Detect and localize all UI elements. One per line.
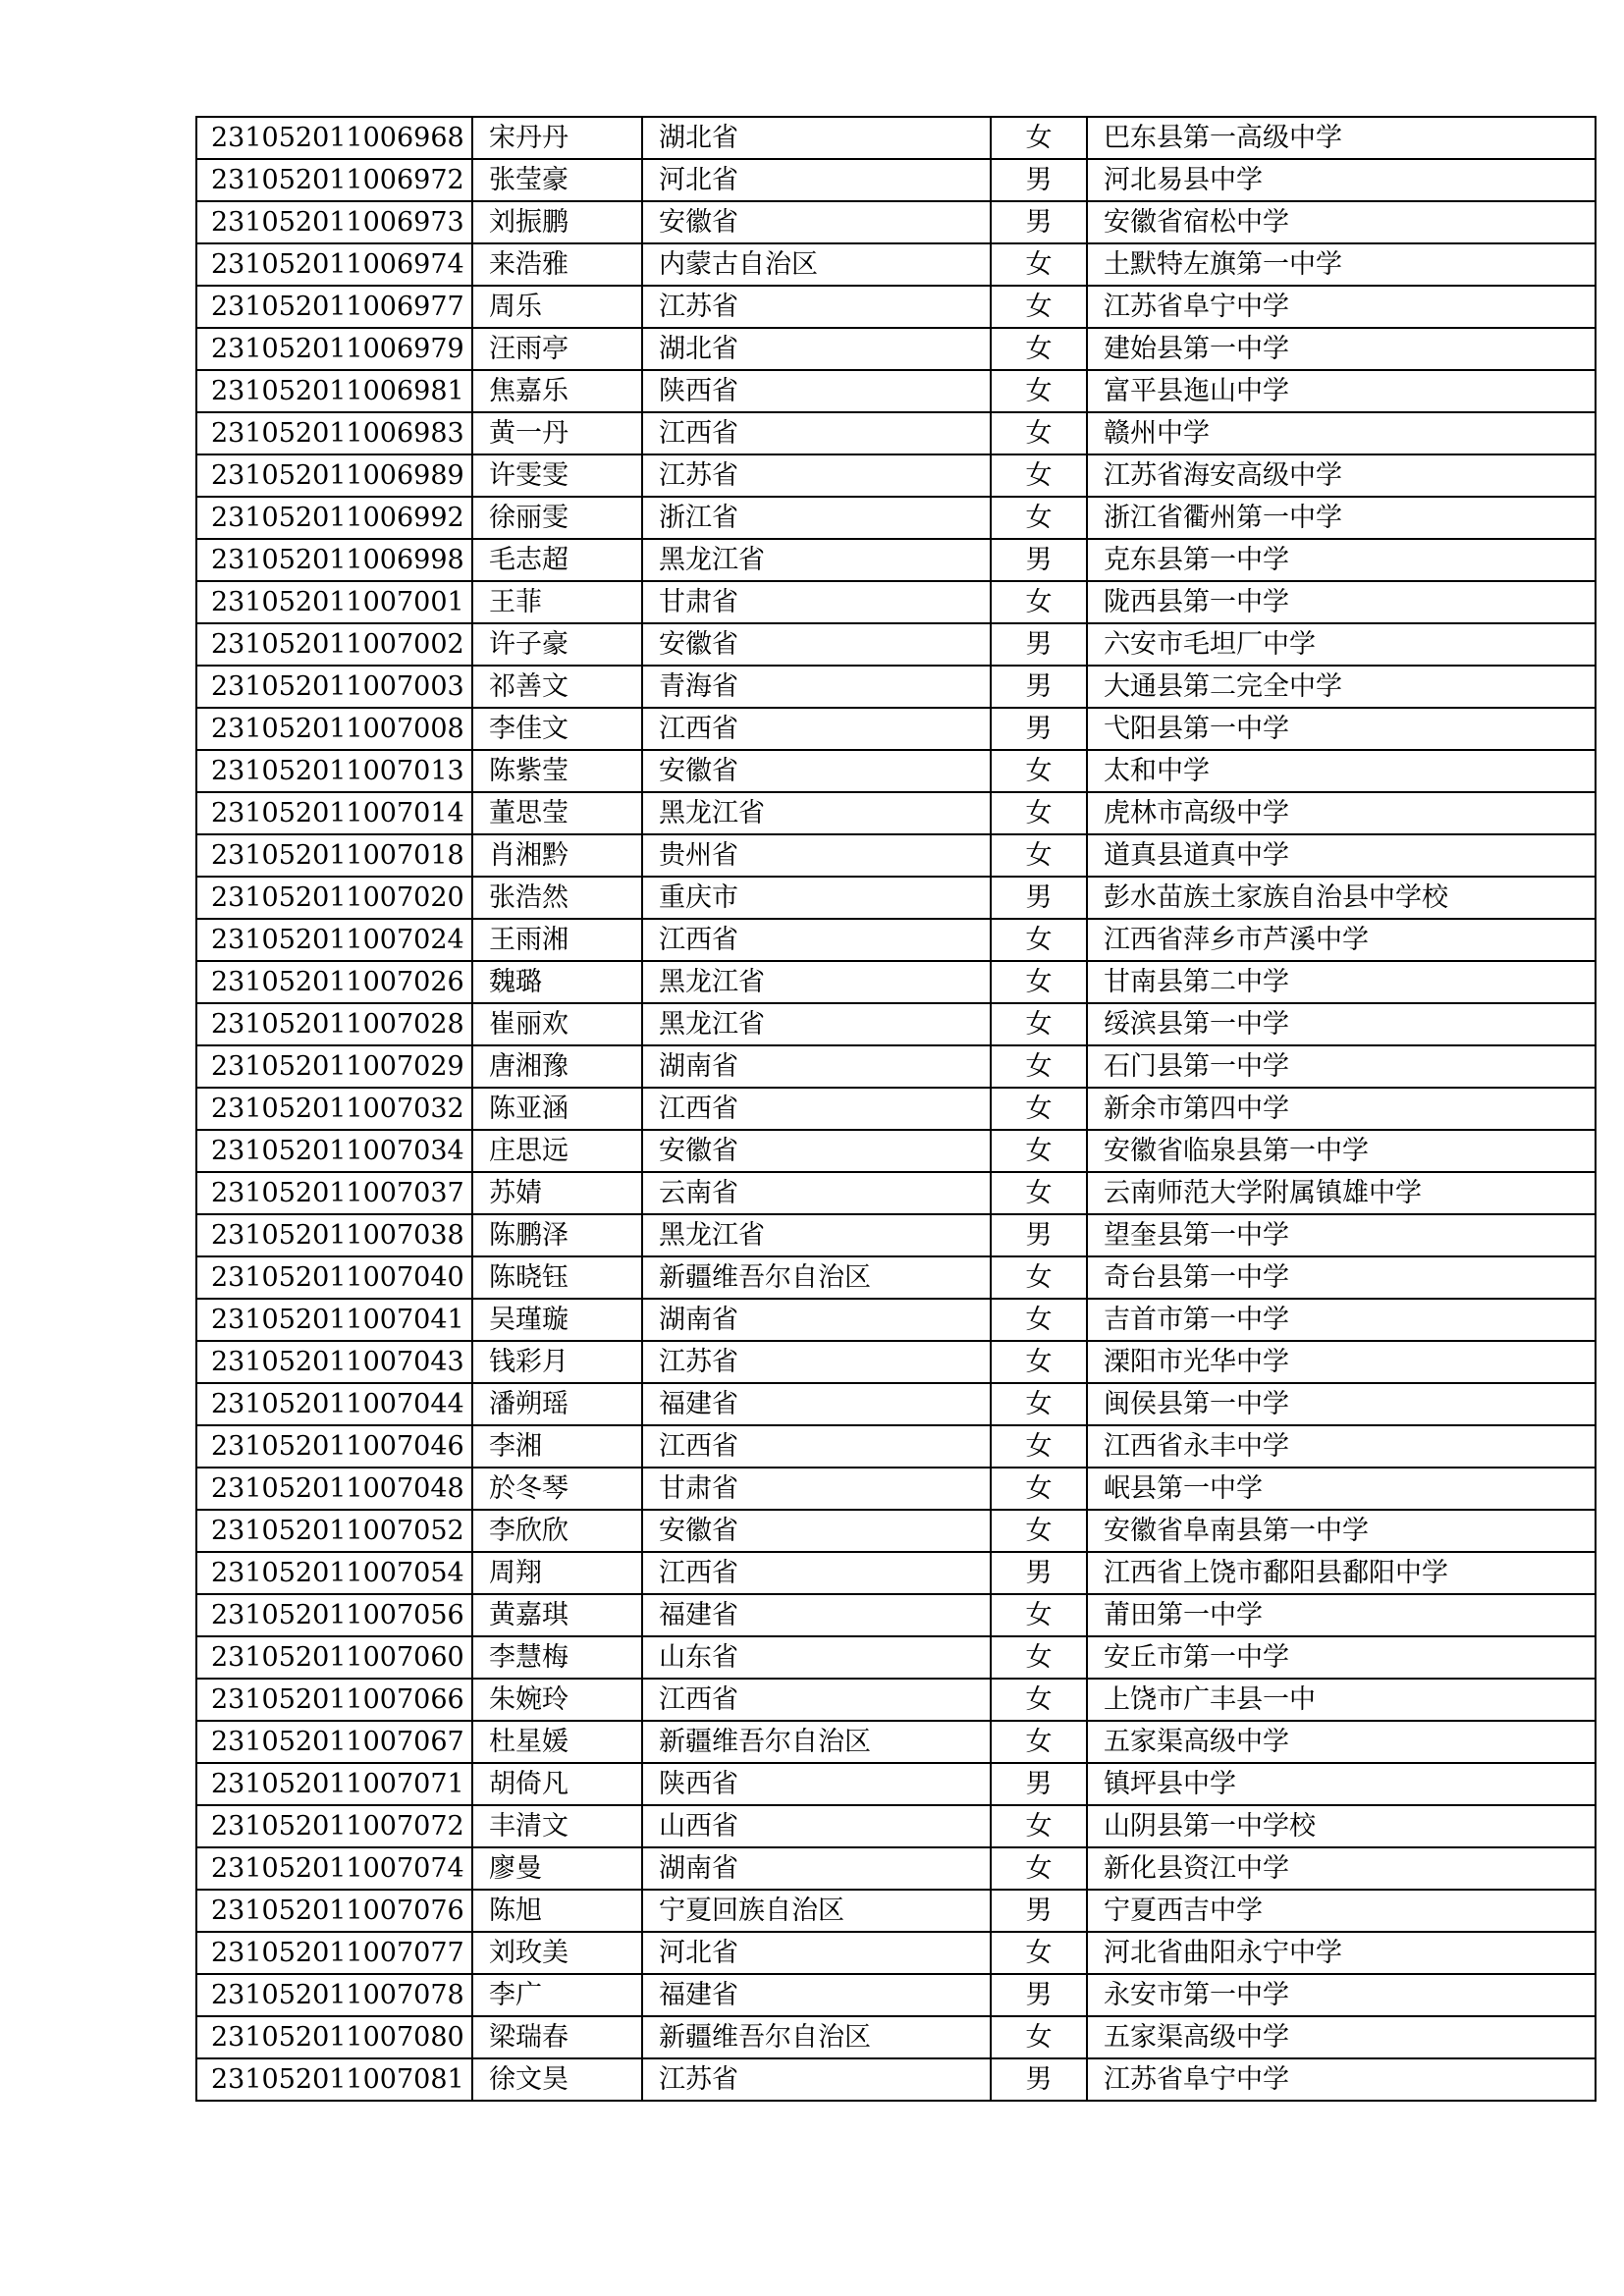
name-cell: 苏婧 <box>472 1172 642 1214</box>
province-cell: 湖北省 <box>642 117 991 159</box>
province-cell: 云南省 <box>642 1172 991 1214</box>
school-cell: 宁夏西吉中学 <box>1087 1890 1596 1932</box>
candidate-id-cell: 231052011007038 <box>196 1214 472 1256</box>
province-cell: 湖南省 <box>642 1299 991 1341</box>
school-cell: 河北省曲阳永宁中学 <box>1087 1932 1596 1974</box>
school-cell: 吉首市第一中学 <box>1087 1299 1596 1341</box>
name-cell: 胡倚凡 <box>472 1763 642 1805</box>
school-cell: 云南师范大学附属镇雄中学 <box>1087 1172 1596 1214</box>
name-cell: 李慧梅 <box>472 1636 642 1679</box>
school-cell: 溧阳市光华中学 <box>1087 1341 1596 1383</box>
province-cell: 宁夏回族自治区 <box>642 1890 991 1932</box>
candidate-id-cell: 231052011007056 <box>196 1594 472 1636</box>
province-cell: 黑龙江省 <box>642 961 991 1003</box>
table-row <box>196 243 1596 286</box>
table-row <box>196 1256 1596 1299</box>
table-row <box>196 117 1596 159</box>
province-cell: 新疆维吾尔自治区 <box>642 2016 991 2058</box>
table-row <box>196 1721 1596 1763</box>
school-cell: 江苏省阜宁中学 <box>1087 286 1596 328</box>
gender-cell: 女 <box>991 961 1087 1003</box>
province-cell: 江苏省 <box>642 286 991 328</box>
candidate-id-cell: 231052011007028 <box>196 1003 472 1045</box>
candidate-id-cell: 231052011007041 <box>196 1299 472 1341</box>
candidate-id-cell: 231052011007044 <box>196 1383 472 1425</box>
province-cell: 湖南省 <box>642 1847 991 1890</box>
gender-cell: 男 <box>991 1552 1087 1594</box>
candidate-id-cell: 231052011006989 <box>196 454 472 497</box>
table-row <box>196 1636 1596 1679</box>
table-row <box>196 1510 1596 1552</box>
name-cell: 王菲 <box>472 581 642 623</box>
province-cell: 贵州省 <box>642 834 991 877</box>
candidate-id-cell: 231052011007001 <box>196 581 472 623</box>
name-cell: 徐文昊 <box>472 2058 642 2101</box>
table-row <box>196 1130 1596 1172</box>
candidate-id-cell: 231052011007046 <box>196 1425 472 1468</box>
province-cell: 安徽省 <box>642 201 991 243</box>
candidate-id-cell: 231052011007013 <box>196 750 472 792</box>
candidate-id-cell: 231052011007066 <box>196 1679 472 1721</box>
province-cell: 重庆市 <box>642 877 991 919</box>
gender-cell: 女 <box>991 1130 1087 1172</box>
gender-cell: 男 <box>991 708 1087 750</box>
candidate-id-cell: 231052011006998 <box>196 539 472 581</box>
gender-cell: 男 <box>991 1974 1087 2016</box>
name-cell: 张莹豪 <box>472 159 642 201</box>
name-cell: 祁善文 <box>472 666 642 708</box>
table-row <box>196 1890 1596 1932</box>
name-cell: 许子豪 <box>472 623 642 666</box>
gender-cell: 女 <box>991 1425 1087 1468</box>
gender-cell: 女 <box>991 2016 1087 2058</box>
province-cell: 黑龙江省 <box>642 1003 991 1045</box>
name-cell: 廖曼 <box>472 1847 642 1890</box>
candidate-id-cell: 231052011006973 <box>196 201 472 243</box>
name-cell: 宋丹丹 <box>472 117 642 159</box>
province-cell: 江西省 <box>642 1425 991 1468</box>
province-cell: 甘肃省 <box>642 581 991 623</box>
gender-cell: 女 <box>991 1172 1087 1214</box>
province-cell: 黑龙江省 <box>642 1214 991 1256</box>
gender-cell: 女 <box>991 1805 1087 1847</box>
school-cell: 安丘市第一中学 <box>1087 1636 1596 1679</box>
gender-cell: 女 <box>991 1847 1087 1890</box>
table-row <box>196 581 1596 623</box>
name-cell: 丰清文 <box>472 1805 642 1847</box>
province-cell: 江西省 <box>642 708 991 750</box>
school-cell: 安徽省阜南县第一中学 <box>1087 1510 1596 1552</box>
province-cell: 新疆维吾尔自治区 <box>642 1721 991 1763</box>
candidate-id-cell: 231052011007024 <box>196 919 472 961</box>
school-cell: 江西省永丰中学 <box>1087 1425 1596 1468</box>
table-row <box>196 412 1596 454</box>
gender-cell: 女 <box>991 412 1087 454</box>
gender-cell: 女 <box>991 1299 1087 1341</box>
candidate-id-cell: 231052011007048 <box>196 1468 472 1510</box>
school-cell: 六安市毛坦厂中学 <box>1087 623 1596 666</box>
name-cell: 刘玫美 <box>472 1932 642 1974</box>
candidate-id-cell: 231052011007072 <box>196 1805 472 1847</box>
table-row <box>196 201 1596 243</box>
province-cell: 江西省 <box>642 412 991 454</box>
province-cell: 安徽省 <box>642 1130 991 1172</box>
name-cell: 杜星媛 <box>472 1721 642 1763</box>
table-row <box>196 834 1596 877</box>
gender-cell: 女 <box>991 454 1087 497</box>
province-cell: 江苏省 <box>642 2058 991 2101</box>
candidate-id-cell: 231052011006992 <box>196 497 472 539</box>
gender-cell: 男 <box>991 666 1087 708</box>
candidate-id-cell: 231052011007080 <box>196 2016 472 2058</box>
table-row <box>196 877 1596 919</box>
school-cell: 闽侯县第一中学 <box>1087 1383 1596 1425</box>
candidate-id-cell: 231052011007034 <box>196 1130 472 1172</box>
gender-cell: 女 <box>991 792 1087 834</box>
province-cell: 黑龙江省 <box>642 539 991 581</box>
candidate-id-cell: 231052011007008 <box>196 708 472 750</box>
school-cell: 巴东县第一高级中学 <box>1087 117 1596 159</box>
name-cell: 徐丽雯 <box>472 497 642 539</box>
province-cell: 河北省 <box>642 159 991 201</box>
school-cell: 大通县第二完全中学 <box>1087 666 1596 708</box>
school-cell: 江苏省海安高级中学 <box>1087 454 1596 497</box>
school-cell: 土默特左旗第一中学 <box>1087 243 1596 286</box>
candidate-id-cell: 231052011007052 <box>196 1510 472 1552</box>
candidate-id-cell: 231052011006979 <box>196 328 472 370</box>
table-row <box>196 1425 1596 1468</box>
gender-cell: 男 <box>991 2058 1087 2101</box>
table-row <box>196 1172 1596 1214</box>
gender-cell: 女 <box>991 1468 1087 1510</box>
school-cell: 浙江省衢州第一中学 <box>1087 497 1596 539</box>
school-cell: 弋阳县第一中学 <box>1087 708 1596 750</box>
school-cell: 安徽省宿松中学 <box>1087 201 1596 243</box>
gender-cell: 女 <box>991 286 1087 328</box>
table-row <box>196 961 1596 1003</box>
province-cell: 江苏省 <box>642 454 991 497</box>
school-cell: 江西省上饶市鄱阳县鄱阳中学 <box>1087 1552 1596 1594</box>
gender-cell: 女 <box>991 243 1087 286</box>
candidate-id-cell: 231052011007040 <box>196 1256 472 1299</box>
name-cell: 潘朔瑶 <box>472 1383 642 1425</box>
candidate-id-cell: 231052011007081 <box>196 2058 472 2101</box>
gender-cell: 女 <box>991 1341 1087 1383</box>
school-cell: 镇坪县中学 <box>1087 1763 1596 1805</box>
school-cell: 莆田第一中学 <box>1087 1594 1596 1636</box>
province-cell: 安徽省 <box>642 1510 991 1552</box>
candidate-id-cell: 231052011007078 <box>196 1974 472 2016</box>
candidate-id-cell: 231052011007003 <box>196 666 472 708</box>
name-cell: 李欣欣 <box>472 1510 642 1552</box>
candidate-id-cell: 231052011006981 <box>196 370 472 412</box>
school-cell: 岷县第一中学 <box>1087 1468 1596 1510</box>
name-cell: 吴瑾璇 <box>472 1299 642 1341</box>
candidate-id-cell: 231052011006977 <box>196 286 472 328</box>
gender-cell: 女 <box>991 1679 1087 1721</box>
table-row <box>196 2016 1596 2058</box>
province-cell: 安徽省 <box>642 750 991 792</box>
gender-cell: 男 <box>991 539 1087 581</box>
school-cell: 绥滨县第一中学 <box>1087 1003 1596 1045</box>
school-cell: 建始县第一中学 <box>1087 328 1596 370</box>
name-cell: 陈晓钰 <box>472 1256 642 1299</box>
table-row <box>196 750 1596 792</box>
province-cell: 浙江省 <box>642 497 991 539</box>
table-row <box>196 1468 1596 1510</box>
school-cell: 江苏省阜宁中学 <box>1087 2058 1596 2101</box>
gender-cell: 女 <box>991 328 1087 370</box>
province-cell: 江西省 <box>642 1088 991 1130</box>
province-cell: 福建省 <box>642 1974 991 2016</box>
gender-cell: 女 <box>991 497 1087 539</box>
candidate-id-cell: 231052011007014 <box>196 792 472 834</box>
province-cell: 青海省 <box>642 666 991 708</box>
gender-cell: 女 <box>991 1088 1087 1130</box>
school-cell: 陇西县第一中学 <box>1087 581 1596 623</box>
table-row <box>196 1088 1596 1130</box>
roster-table <box>195 116 1597 2102</box>
province-cell: 湖北省 <box>642 328 991 370</box>
province-cell: 陕西省 <box>642 1763 991 1805</box>
school-cell: 克东县第一中学 <box>1087 539 1596 581</box>
candidate-id-cell: 231052011007026 <box>196 961 472 1003</box>
name-cell: 於冬琴 <box>472 1468 642 1510</box>
province-cell: 湖南省 <box>642 1045 991 1088</box>
table-row <box>196 1552 1596 1594</box>
gender-cell: 女 <box>991 1594 1087 1636</box>
table-row <box>196 1341 1596 1383</box>
name-cell: 董思莹 <box>472 792 642 834</box>
name-cell: 魏璐 <box>472 961 642 1003</box>
candidate-id-cell: 231052011007020 <box>196 877 472 919</box>
table-row <box>196 666 1596 708</box>
province-cell: 江苏省 <box>642 1341 991 1383</box>
name-cell: 焦嘉乐 <box>472 370 642 412</box>
gender-cell: 女 <box>991 1003 1087 1045</box>
gender-cell: 女 <box>991 1045 1087 1088</box>
candidate-id-cell: 231052011006968 <box>196 117 472 159</box>
gender-cell: 男 <box>991 623 1087 666</box>
candidate-id-cell: 231052011007043 <box>196 1341 472 1383</box>
school-cell: 永安市第一中学 <box>1087 1974 1596 2016</box>
gender-cell: 男 <box>991 1214 1087 1256</box>
school-cell: 安徽省临泉县第一中学 <box>1087 1130 1596 1172</box>
table-row <box>196 1679 1596 1721</box>
school-cell: 河北易县中学 <box>1087 159 1596 201</box>
table-row <box>196 454 1596 497</box>
gender-cell: 男 <box>991 201 1087 243</box>
gender-cell: 男 <box>991 877 1087 919</box>
candidate-id-cell: 231052011007029 <box>196 1045 472 1088</box>
name-cell: 黄一丹 <box>472 412 642 454</box>
name-cell: 梁瑞春 <box>472 2016 642 2058</box>
name-cell: 汪雨亭 <box>472 328 642 370</box>
school-cell: 赣州中学 <box>1087 412 1596 454</box>
school-cell: 望奎县第一中学 <box>1087 1214 1596 1256</box>
gender-cell: 女 <box>991 919 1087 961</box>
table-row <box>196 2058 1596 2101</box>
gender-cell: 女 <box>991 834 1087 877</box>
candidate-id-cell: 231052011007076 <box>196 1890 472 1932</box>
candidate-id-cell: 231052011007074 <box>196 1847 472 1890</box>
school-cell: 石门县第一中学 <box>1087 1045 1596 1088</box>
candidate-id-cell: 231052011007032 <box>196 1088 472 1130</box>
gender-cell: 男 <box>991 159 1087 201</box>
province-cell: 江西省 <box>642 919 991 961</box>
gender-cell: 女 <box>991 117 1087 159</box>
name-cell: 陈亚涵 <box>472 1088 642 1130</box>
name-cell: 钱彩月 <box>472 1341 642 1383</box>
name-cell: 李广 <box>472 1974 642 2016</box>
province-cell: 甘肃省 <box>642 1468 991 1510</box>
table-row <box>196 1932 1596 1974</box>
table-row <box>196 623 1596 666</box>
table-row <box>196 1045 1596 1088</box>
name-cell: 许雯雯 <box>472 454 642 497</box>
name-cell: 张浩然 <box>472 877 642 919</box>
school-cell: 富平县迤山中学 <box>1087 370 1596 412</box>
gender-cell: 男 <box>991 1890 1087 1932</box>
name-cell: 肖湘黔 <box>472 834 642 877</box>
candidate-id-cell: 231052011007002 <box>196 623 472 666</box>
province-cell: 山东省 <box>642 1636 991 1679</box>
name-cell: 李佳文 <box>472 708 642 750</box>
table-row <box>196 328 1596 370</box>
candidate-id-cell: 231052011006983 <box>196 412 472 454</box>
school-cell: 新余市第四中学 <box>1087 1088 1596 1130</box>
candidate-id-cell: 231052011007018 <box>196 834 472 877</box>
province-cell: 福建省 <box>642 1383 991 1425</box>
gender-cell: 女 <box>991 1256 1087 1299</box>
name-cell: 周翔 <box>472 1552 642 1594</box>
name-cell: 崔丽欢 <box>472 1003 642 1045</box>
province-cell: 内蒙古自治区 <box>642 243 991 286</box>
province-cell: 江西省 <box>642 1679 991 1721</box>
name-cell: 朱婉玲 <box>472 1679 642 1721</box>
table-row <box>196 1003 1596 1045</box>
name-cell: 陈鹏泽 <box>472 1214 642 1256</box>
table-row <box>196 792 1596 834</box>
province-cell: 福建省 <box>642 1594 991 1636</box>
province-cell: 黑龙江省 <box>642 792 991 834</box>
candidate-id-cell: 231052011006972 <box>196 159 472 201</box>
table-row <box>196 286 1596 328</box>
table-row <box>196 497 1596 539</box>
gender-cell: 女 <box>991 1932 1087 1974</box>
province-cell: 江西省 <box>642 1552 991 1594</box>
province-cell: 山西省 <box>642 1805 991 1847</box>
candidate-id-cell: 231052011007071 <box>196 1763 472 1805</box>
school-cell: 甘南县第二中学 <box>1087 961 1596 1003</box>
name-cell: 王雨湘 <box>472 919 642 961</box>
name-cell: 来浩雅 <box>472 243 642 286</box>
school-cell: 山阴县第一中学校 <box>1087 1805 1596 1847</box>
gender-cell: 女 <box>991 1636 1087 1679</box>
table-row <box>196 1847 1596 1890</box>
school-cell: 道真县道真中学 <box>1087 834 1596 877</box>
table-row <box>196 539 1596 581</box>
table-row <box>196 919 1596 961</box>
school-cell: 太和中学 <box>1087 750 1596 792</box>
school-cell: 江西省萍乡市芦溪中学 <box>1087 919 1596 961</box>
gender-cell: 女 <box>991 581 1087 623</box>
table-row <box>196 708 1596 750</box>
school-cell: 奇台县第一中学 <box>1087 1256 1596 1299</box>
name-cell: 庄思远 <box>472 1130 642 1172</box>
table-row <box>196 1763 1596 1805</box>
province-cell: 新疆维吾尔自治区 <box>642 1256 991 1299</box>
school-cell: 上饶市广丰县一中 <box>1087 1679 1596 1721</box>
gender-cell: 女 <box>991 370 1087 412</box>
province-cell: 安徽省 <box>642 623 991 666</box>
gender-cell: 男 <box>991 1763 1087 1805</box>
table-row <box>196 370 1596 412</box>
candidate-id-cell: 231052011007067 <box>196 1721 472 1763</box>
candidate-id-cell: 231052011007077 <box>196 1932 472 1974</box>
gender-cell: 女 <box>991 1383 1087 1425</box>
gender-cell: 女 <box>991 750 1087 792</box>
school-cell: 五家渠高级中学 <box>1087 1721 1596 1763</box>
province-cell: 陕西省 <box>642 370 991 412</box>
gender-cell: 女 <box>991 1510 1087 1552</box>
school-cell: 新化县资江中学 <box>1087 1847 1596 1890</box>
name-cell: 刘振鹏 <box>472 201 642 243</box>
name-cell: 周乐 <box>472 286 642 328</box>
candidate-id-cell: 231052011007060 <box>196 1636 472 1679</box>
school-cell: 五家渠高级中学 <box>1087 2016 1596 2058</box>
table-row <box>196 1214 1596 1256</box>
table-row <box>196 1299 1596 1341</box>
candidate-id-cell: 231052011006974 <box>196 243 472 286</box>
table-row <box>196 159 1596 201</box>
name-cell: 陈紫莹 <box>472 750 642 792</box>
name-cell: 黄嘉琪 <box>472 1594 642 1636</box>
roster-body <box>196 117 1596 2101</box>
table-row <box>196 1805 1596 1847</box>
candidate-id-cell: 231052011007054 <box>196 1552 472 1594</box>
table-row <box>196 1594 1596 1636</box>
name-cell: 唐湘豫 <box>472 1045 642 1088</box>
table-row <box>196 1383 1596 1425</box>
school-cell: 彭水苗族土家族自治县中学校 <box>1087 877 1596 919</box>
table-row <box>196 1974 1596 2016</box>
gender-cell: 女 <box>991 1721 1087 1763</box>
name-cell: 陈旭 <box>472 1890 642 1932</box>
school-cell: 虎林市高级中学 <box>1087 792 1596 834</box>
province-cell: 河北省 <box>642 1932 991 1974</box>
name-cell: 毛志超 <box>472 539 642 581</box>
candidate-id-cell: 231052011007037 <box>196 1172 472 1214</box>
name-cell: 李湘 <box>472 1425 642 1468</box>
